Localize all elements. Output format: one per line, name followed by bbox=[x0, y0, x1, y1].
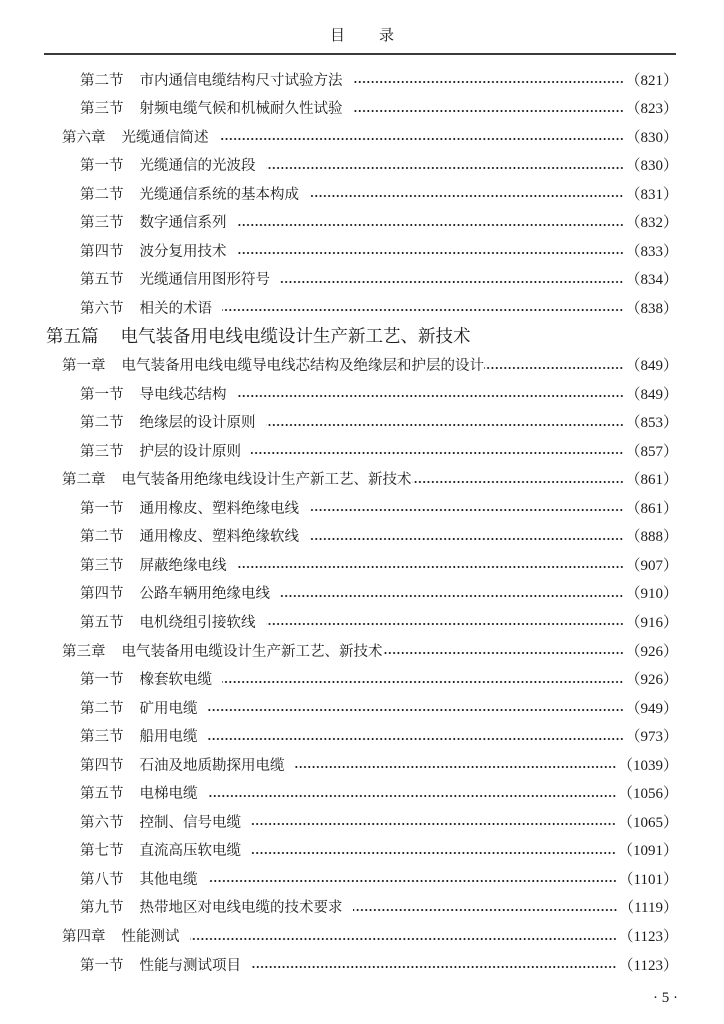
toc-entry-title: 其他电缆 bbox=[139, 871, 198, 888]
toc-entry-label: 第四章 bbox=[62, 929, 106, 945]
dot-leader bbox=[309, 195, 623, 197]
dot-leader bbox=[251, 852, 616, 854]
toc-entry-label: 第二节 bbox=[80, 529, 124, 546]
dot-leader bbox=[295, 766, 616, 768]
toc-entry-title: 船用电缆 bbox=[139, 729, 198, 746]
toc-entry-page: （888） bbox=[625, 529, 678, 546]
toc-entry-page: （830） bbox=[625, 129, 678, 146]
toc-entry-section[interactable] bbox=[80, 608, 678, 634]
toc-entry-chapter[interactable] bbox=[62, 466, 678, 492]
toc-entry-page: （821） bbox=[625, 72, 678, 89]
toc-entry-title: 光缆通信系统的基本构成 bbox=[139, 186, 299, 203]
toc-entry-section[interactable] bbox=[80, 951, 678, 977]
toc-entry-section[interactable] bbox=[80, 380, 678, 406]
dot-leader bbox=[190, 938, 617, 940]
dot-leader bbox=[309, 509, 623, 511]
toc-entry-section[interactable] bbox=[80, 494, 678, 520]
toc-entry-section[interactable] bbox=[80, 95, 678, 121]
toc-entry-chapter[interactable] bbox=[62, 352, 678, 378]
toc-entry-page: （1091） bbox=[617, 843, 678, 860]
toc-entry-title: 电机绕组引接软线 bbox=[139, 614, 256, 631]
toc-entry-page: （1065） bbox=[617, 814, 678, 831]
toc-entry-title: 电气装备用电缆设计生产新工艺、新技术 bbox=[121, 643, 383, 660]
dot-leader bbox=[237, 252, 624, 254]
toc-entry-title: 电气装备用电线电缆导电线芯结构及绝缘层和护层的设计 bbox=[121, 358, 484, 374]
toc-entry-title: 电梯电缆 bbox=[139, 786, 198, 803]
toc-entry-section[interactable] bbox=[80, 294, 678, 320]
dot-leader bbox=[219, 138, 624, 140]
toc-entry-label: 第九节 bbox=[80, 900, 124, 917]
toc-entry-label: 第五节 bbox=[80, 272, 124, 289]
toc-entry-label: 第三节 bbox=[80, 557, 124, 574]
toc-entry-label: 第四节 bbox=[80, 586, 124, 603]
toc-entry-label: 第一节 bbox=[80, 957, 124, 974]
toc-entry-title: 护层的设计原则 bbox=[139, 443, 241, 460]
toc-entry-label: 第八节 bbox=[80, 871, 124, 888]
toc-entry-chapter[interactable] bbox=[62, 637, 678, 663]
dot-leader bbox=[383, 652, 624, 654]
toc-entry-label: 第三节 bbox=[80, 215, 124, 232]
toc-entry-section[interactable] bbox=[80, 551, 678, 577]
toc-entry-page: （832） bbox=[625, 215, 678, 232]
toc-entry-section[interactable] bbox=[80, 209, 678, 235]
toc-entry-title: 公路车辆用绝缘电线 bbox=[139, 586, 270, 603]
toc-entry-title: 相关的术语 bbox=[139, 300, 212, 317]
toc-entry-title: 性能测试 bbox=[121, 929, 180, 945]
toc-entry-title: 数字通信系列 bbox=[139, 215, 227, 232]
dot-leader bbox=[237, 395, 624, 397]
toc-entry-section[interactable] bbox=[80, 751, 678, 777]
toc-entry-page: （1123） bbox=[618, 929, 678, 945]
toc-entry-title: 市内通信电缆结构尺寸试验方法 bbox=[139, 72, 343, 89]
toc-entry-title: 电气装备用电线电缆设计生产新工艺、新技术 bbox=[120, 327, 471, 348]
toc-entry-page: （1101） bbox=[618, 871, 678, 888]
toc-entry-page: （973） bbox=[625, 729, 678, 746]
header-rule bbox=[44, 53, 676, 55]
toc-entry-page: （861） bbox=[625, 500, 678, 517]
toc-entry-label: 第四节 bbox=[80, 757, 124, 774]
toc-entry-section[interactable] bbox=[80, 894, 678, 920]
toc-entry-section[interactable] bbox=[80, 865, 678, 891]
toc-entry-title: 射频电缆气候和机械耐久性试验 bbox=[139, 101, 343, 118]
toc-entry-label: 第一节 bbox=[80, 500, 124, 517]
toc-entry-label: 第六节 bbox=[80, 814, 124, 831]
toc-entry-section[interactable] bbox=[80, 152, 678, 178]
toc-entry-section[interactable] bbox=[80, 837, 678, 863]
toc-entry-label: 第五篇 bbox=[46, 327, 99, 348]
toc-entry-title: 石油及地质勘探用电缆 bbox=[139, 757, 285, 774]
toc-entry-label: 第二节 bbox=[80, 186, 124, 203]
toc-entry-label: 第二节 bbox=[80, 415, 124, 432]
toc-entry-title: 波分复用技术 bbox=[139, 243, 227, 260]
toc-entry-page: （926） bbox=[625, 643, 678, 660]
dot-leader bbox=[280, 595, 623, 597]
toc-entry-page: （857） bbox=[625, 443, 678, 460]
toc-entry-title: 矿用电缆 bbox=[139, 700, 198, 717]
toc-entry-page: （916） bbox=[625, 614, 678, 631]
toc-entry-part[interactable] bbox=[46, 323, 678, 349]
dot-leader bbox=[353, 110, 624, 112]
dot-leader bbox=[237, 224, 624, 226]
toc-entry-page: （831） bbox=[625, 186, 678, 203]
dot-leader bbox=[208, 880, 617, 882]
dot-leader bbox=[266, 167, 624, 169]
toc-entry-label: 第六章 bbox=[62, 129, 106, 146]
toc-entry-label: 第五节 bbox=[80, 786, 124, 803]
toc-entry-label: 第三节 bbox=[80, 443, 124, 460]
toc-entry-label: 第五节 bbox=[80, 614, 124, 631]
toc-entry-label: 第三节 bbox=[80, 101, 124, 118]
toc-entry-section[interactable] bbox=[80, 409, 678, 435]
toc-entry-section[interactable] bbox=[80, 723, 678, 749]
toc-entry-chapter[interactable] bbox=[62, 923, 678, 949]
toc-entry-page: （823） bbox=[625, 101, 678, 118]
toc-entry-chapter[interactable] bbox=[62, 123, 678, 149]
dot-leader bbox=[353, 81, 624, 83]
dot-leader bbox=[251, 823, 616, 825]
dot-leader bbox=[309, 538, 623, 540]
dot-leader bbox=[237, 566, 624, 568]
toc-entry-label: 第一节 bbox=[80, 158, 124, 175]
dot-leader bbox=[208, 738, 624, 740]
toc-entry-page: （838） bbox=[625, 300, 678, 317]
toc-entry-title: 电气装备用绝缘电线设计生产新工艺、新技术 bbox=[121, 472, 412, 489]
toc-entry-title: 屏蔽绝缘电线 bbox=[139, 557, 227, 574]
toc-entry-title: 导电线芯结构 bbox=[139, 386, 227, 403]
dot-leader bbox=[251, 966, 617, 968]
toc-entry-title: 橡套软电缆 bbox=[139, 672, 212, 689]
toc-entry-page: （853） bbox=[625, 415, 678, 432]
toc-entry-label: 第二节 bbox=[80, 72, 124, 89]
toc-entry-page: （830） bbox=[625, 158, 678, 175]
page-number: · 5 · bbox=[653, 990, 678, 1006]
toc-entry-section[interactable] bbox=[80, 180, 678, 206]
toc-entry-page: （861） bbox=[625, 472, 678, 489]
toc-entry-title: 性能与测试项目 bbox=[139, 957, 241, 974]
toc-entry-label: 第七节 bbox=[80, 843, 124, 860]
toc-entry-title: 热带地区对电线电缆的技术要求 bbox=[139, 900, 343, 917]
dot-leader bbox=[208, 709, 624, 711]
toc-entry-title: 通用橡皮、塑料绝缘软线 bbox=[139, 529, 299, 546]
dot-leader bbox=[484, 367, 623, 369]
toc-entry-label: 第一节 bbox=[80, 386, 124, 403]
toc-entry-title: 光缆通信简述 bbox=[121, 129, 209, 146]
dot-leader bbox=[222, 681, 623, 683]
toc-entry-section[interactable] bbox=[80, 266, 678, 292]
dot-leader bbox=[280, 281, 623, 283]
toc-entry-section[interactable] bbox=[80, 66, 678, 92]
toc-entry-section[interactable] bbox=[80, 523, 678, 549]
toc-entry-page: （907） bbox=[625, 557, 678, 574]
toc-entry-page: （834） bbox=[625, 272, 678, 289]
dot-leader bbox=[222, 309, 623, 311]
toc-entry-section[interactable] bbox=[80, 437, 678, 463]
toc-entry-section[interactable] bbox=[80, 237, 678, 263]
toc-entry-page: （1119） bbox=[619, 900, 678, 917]
toc-entry-title: 控制、信号电缆 bbox=[139, 814, 241, 831]
toc-entry-page: （949） bbox=[625, 700, 678, 717]
dot-leader bbox=[266, 424, 624, 426]
toc-entry-section[interactable] bbox=[80, 580, 678, 606]
toc-entry-title: 光缆通信的光波段 bbox=[139, 158, 256, 175]
dot-leader bbox=[412, 481, 624, 483]
toc-entry-section[interactable] bbox=[80, 694, 678, 720]
dot-leader bbox=[353, 909, 618, 911]
toc-entry-page: （1039） bbox=[617, 757, 678, 774]
toc-entry-page: （910） bbox=[625, 586, 678, 603]
dot-leader bbox=[251, 452, 623, 454]
toc-entry-section[interactable] bbox=[80, 780, 678, 806]
dot-leader bbox=[266, 623, 624, 625]
toc-entry-page: （849） bbox=[625, 386, 678, 403]
toc-entry-label: 第二节 bbox=[80, 700, 124, 717]
toc-entry-label: 第四节 bbox=[80, 243, 124, 260]
toc-entry-label: 第一节 bbox=[80, 672, 124, 689]
toc-entry-section[interactable] bbox=[80, 666, 678, 692]
toc-entry-section[interactable] bbox=[80, 808, 678, 834]
toc-entry-label: 第三节 bbox=[80, 729, 124, 746]
toc-entry-label: 第六节 bbox=[80, 300, 124, 317]
toc-entry-page: （849） bbox=[625, 358, 678, 374]
toc-entry-page: （833） bbox=[625, 243, 678, 260]
toc-entry-title: 光缆通信用图形符号 bbox=[139, 272, 270, 289]
toc-entry-page: （926） bbox=[625, 672, 678, 689]
header-title-char-2: 录 bbox=[379, 26, 395, 44]
page-header bbox=[0, 24, 724, 45]
header-title-char-1: 目 bbox=[329, 26, 345, 44]
dot-leader bbox=[208, 795, 616, 797]
toc-entry-title: 通用橡皮、塑料绝缘电线 bbox=[139, 500, 299, 517]
toc-entry-label: 第一章 bbox=[62, 358, 106, 374]
toc-entry-label: 第二章 bbox=[62, 472, 106, 489]
toc-entry-page: （1123） bbox=[618, 957, 678, 974]
toc-entry-page: （1056） bbox=[617, 786, 678, 803]
toc-entry-title: 直流高压软电缆 bbox=[139, 843, 241, 860]
toc-entry-label: 第三章 bbox=[62, 643, 106, 660]
toc-entry-title: 绝缘层的设计原则 bbox=[139, 415, 256, 432]
